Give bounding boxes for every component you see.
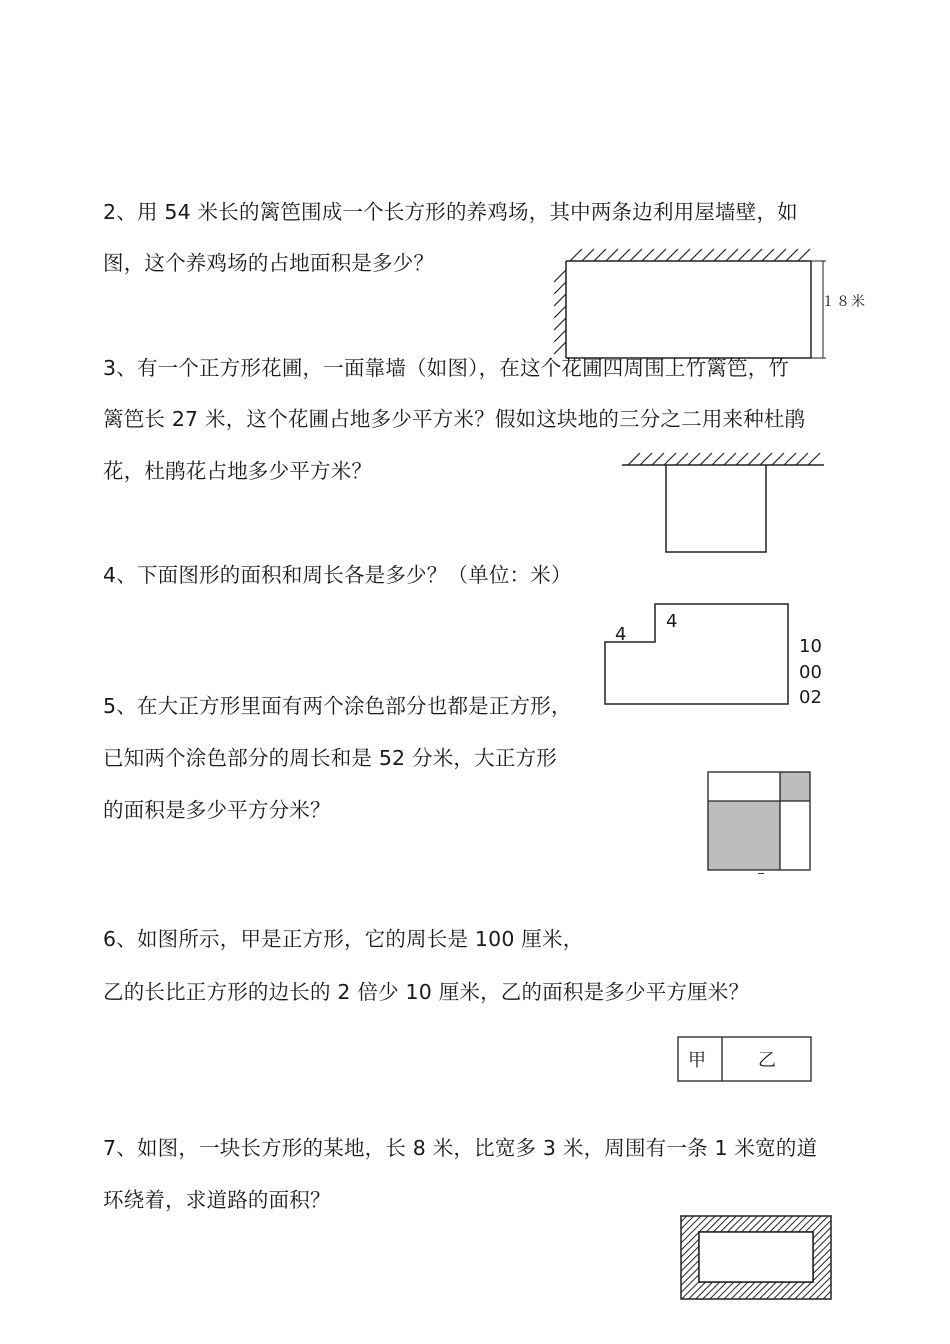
problem-2-line-1: 2、用 54 米长的篱笆围成一个长方形的养鸡场，其中两条边利用屋墙壁，如 bbox=[103, 200, 798, 224]
figure-4-label-right-2: 00 bbox=[799, 662, 822, 683]
figure-5-mark: _ bbox=[758, 860, 764, 874]
problem-3-line-2: 篱笆长 27 米，这个花圃占地多少平方米？假如这块地的三分之二用来种杜鹃 bbox=[103, 407, 806, 431]
problem-3-line-3: 花，杜鹃花占地多少平方米？ bbox=[103, 459, 373, 483]
figure-4-label-right-1: 10 bbox=[799, 636, 822, 657]
figure-4-label-left: 4 bbox=[615, 624, 627, 645]
figure-7-road-around-field bbox=[681, 1216, 831, 1299]
problem-7-line-2: 环绕着，求道路的面积？ bbox=[103, 1188, 331, 1212]
figure-4-label-top: 4 bbox=[666, 611, 678, 632]
figure-2-chicken-farm bbox=[554, 249, 826, 358]
problem-5-line-3: 的面积是多少平方分米？ bbox=[103, 798, 331, 822]
problem-3-line-1: 3、有一个正方形花圃，一面靠墙（如图），在这个花圃四周围上竹篱笆，竹 bbox=[103, 356, 790, 380]
problem-6-line-2: 乙的长比正方形的边长的 2 倍少 10 厘米，乙的面积是多少平方厘米？ bbox=[103, 980, 750, 1004]
figure-4-label-right-3: 02 bbox=[799, 687, 822, 708]
problem-4-line-1: 4、下面图形的面积和周长各是多少？（单位：米） bbox=[103, 563, 572, 587]
figure-4-stepped-shape bbox=[605, 604, 788, 704]
figure-5-nested-squares bbox=[708, 772, 810, 870]
figure-6-cell-b-label: 乙 bbox=[758, 1050, 776, 1071]
problem-5-line-2: 已知两个涂色部分的周长和是 52 分米，大正方形 bbox=[103, 746, 557, 770]
figure-2-side-label: １８米 bbox=[821, 294, 866, 310]
figure-3-square-garden bbox=[622, 453, 824, 552]
figure-6-cell-a-label: 甲 bbox=[688, 1050, 706, 1071]
problem-6-line-1: 6、如图所示，甲是正方形，它的周长是 100 厘米， bbox=[103, 927, 584, 951]
problem-2-line-2: 图，这个养鸡场的占地面积是多少？ bbox=[103, 251, 435, 275]
problem-5-line-1: 5、在大正方形里面有两个涂色部分也都是正方形， bbox=[103, 694, 572, 718]
problem-7-line-1: 7、如图，一块长方形的某地，长 8 米，比宽多 3 米，周围有一条 1 米宽的道 bbox=[103, 1136, 818, 1160]
